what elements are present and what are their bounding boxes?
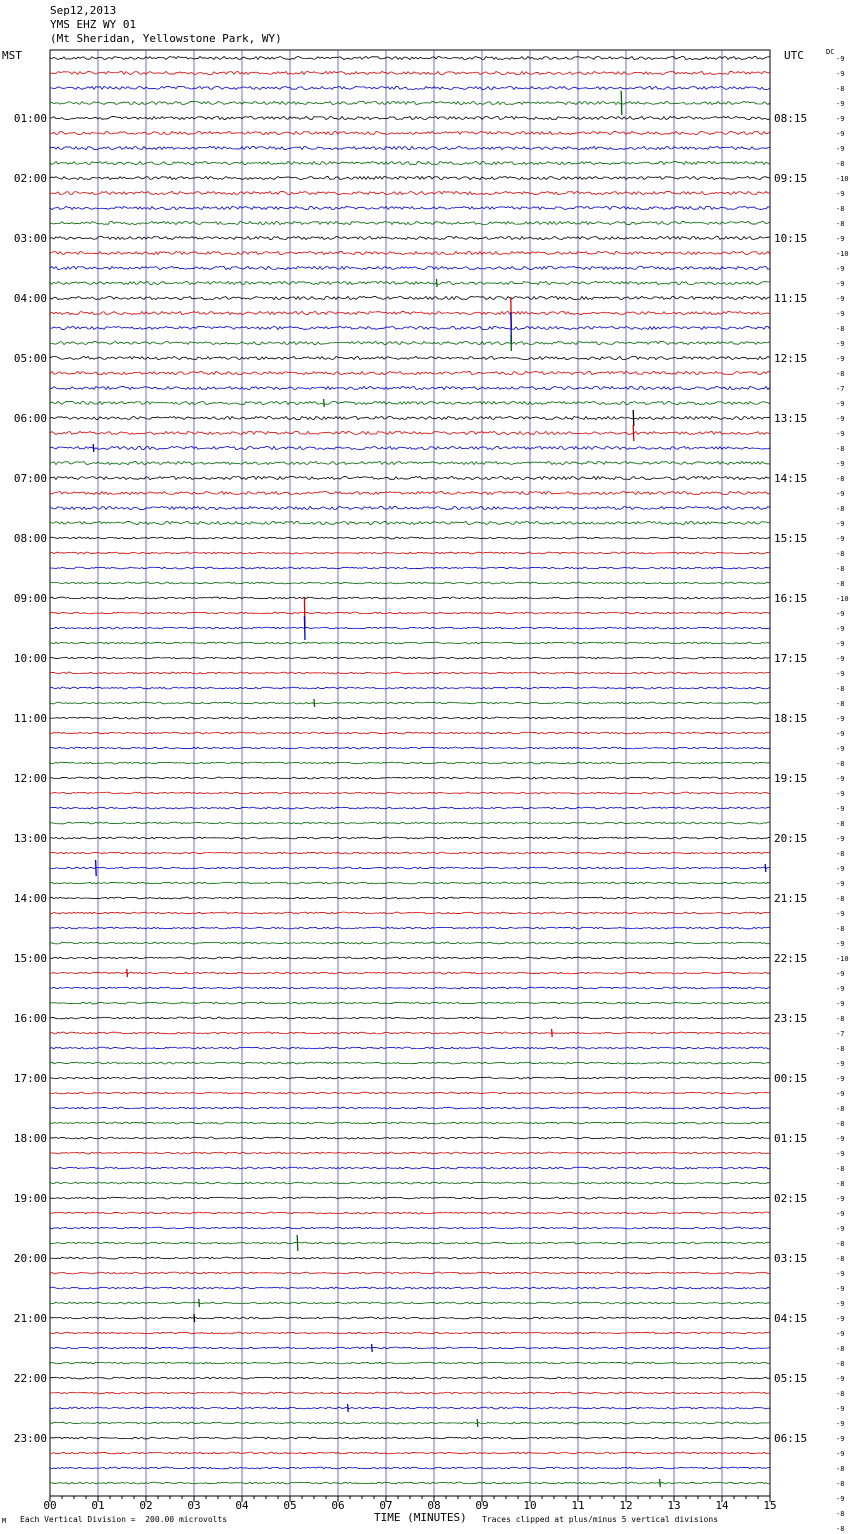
dc-offset-label: -9 xyxy=(836,1300,845,1308)
dc-offset-label: -8 xyxy=(836,1510,845,1518)
dc-offset-label: -9 xyxy=(836,805,845,813)
dc-offset-label: -8 xyxy=(836,1525,845,1533)
left-hour-label: 03:00 xyxy=(13,232,47,245)
trace-green xyxy=(50,1122,770,1124)
trace-red xyxy=(50,1272,770,1274)
right-hour-label: 20:15 xyxy=(774,832,808,845)
right-hour-label: 10:15 xyxy=(774,232,808,245)
x-tick-label: 02 xyxy=(139,1499,153,1512)
dc-offset-label: -9 xyxy=(836,640,845,648)
trace-black xyxy=(50,56,770,59)
trace-green xyxy=(50,101,770,104)
dc-offset-label: -9 xyxy=(836,310,845,318)
trace-green xyxy=(50,1062,770,1064)
trace-green xyxy=(50,1422,770,1424)
trace-black xyxy=(50,597,770,599)
dc-offset-label: -9 xyxy=(836,340,845,348)
right-hour-label: 00:15 xyxy=(774,1072,808,1085)
vertical-scale-note: Each Vertical Division = 200.00 microvolts xyxy=(20,1515,228,1524)
dc-offset-label: -8 xyxy=(836,445,845,453)
trace-green xyxy=(50,521,770,524)
seismic-event xyxy=(436,279,437,287)
dc-offset-label: -9 xyxy=(836,655,845,663)
dc-offset-label: -8 xyxy=(836,700,845,708)
seismic-event xyxy=(348,1404,349,1412)
trace-blue xyxy=(50,987,770,989)
trace-red xyxy=(50,1332,770,1334)
right-hour-label: 12:15 xyxy=(774,352,808,365)
trace-green xyxy=(50,401,770,404)
trace-red xyxy=(50,1152,770,1154)
dc-offset-label: -8 xyxy=(836,1180,845,1188)
trace-black xyxy=(50,777,770,779)
right-timezone-label: UTC xyxy=(784,49,804,62)
dc-offset-label: -9 xyxy=(836,1135,845,1143)
dc-offset-label: -8 xyxy=(836,1345,845,1353)
dc-offset-label: -9 xyxy=(836,1315,845,1323)
dc-offset-label: -9 xyxy=(836,1330,845,1338)
trace-green xyxy=(50,642,770,644)
trace-green xyxy=(50,882,770,884)
dc-offset-label: -8 xyxy=(836,760,845,768)
trace-blue xyxy=(50,807,770,809)
dc-offset-label: -8 xyxy=(836,1480,845,1488)
seismic-event xyxy=(199,1299,200,1307)
dc-offset-label: -9 xyxy=(836,1060,845,1068)
dc-offset-header: DC xyxy=(826,48,835,56)
right-hour-label: 11:15 xyxy=(774,292,808,305)
left-hour-label: 15:00 xyxy=(13,952,47,965)
trace-green xyxy=(50,221,770,224)
dc-offset-label: -8 xyxy=(836,85,845,93)
dc-offset-label: -9 xyxy=(836,1270,845,1278)
trace-red xyxy=(50,71,770,74)
dc-offset-label: -7 xyxy=(836,385,845,393)
trace-black xyxy=(50,897,770,899)
dc-offset-label: -9 xyxy=(836,790,845,798)
dc-offset-label: -9 xyxy=(836,535,845,543)
right-hour-label: 19:15 xyxy=(774,772,808,785)
trace-blue xyxy=(50,1107,770,1109)
dc-offset-label: -9 xyxy=(836,715,845,723)
right-hour-label: 22:15 xyxy=(774,952,808,965)
dc-offset-label: -8 xyxy=(836,1120,845,1128)
dc-offset-label: -8 xyxy=(836,1045,845,1053)
trace-red xyxy=(50,612,770,614)
left-hour-label: 17:00 xyxy=(13,1072,47,1085)
trace-green xyxy=(50,341,770,344)
left-hour-label: 06:00 xyxy=(13,412,47,425)
seismic-event xyxy=(127,969,128,977)
trace-black xyxy=(50,1437,770,1439)
x-tick-label: 09 xyxy=(475,1499,489,1512)
trace-red xyxy=(50,912,770,914)
left-hour-label: 07:00 xyxy=(13,472,47,485)
dc-offset-label: -8 xyxy=(836,1240,845,1248)
dc-offset-label: -8 xyxy=(836,205,845,213)
trace-black xyxy=(50,1377,770,1379)
trace-blue xyxy=(50,1347,770,1349)
dc-offset-label: -8 xyxy=(836,820,845,828)
right-hour-label: 21:15 xyxy=(774,892,808,905)
dc-offset-label: -9 xyxy=(836,520,845,528)
seismic-event xyxy=(765,864,766,872)
trace-black xyxy=(50,356,770,359)
station-code: YMS EHZ WY 01 xyxy=(50,18,137,31)
right-hour-label: 16:15 xyxy=(774,592,808,605)
x-tick-label: 03 xyxy=(187,1499,201,1512)
trace-red xyxy=(50,311,770,314)
x-tick-label: 00 xyxy=(43,1499,57,1512)
dc-offset-label: -8 xyxy=(836,565,845,573)
left-hour-label: 04:00 xyxy=(13,292,47,305)
dc-offset-label: -9 xyxy=(836,865,845,873)
left-hour-label: 21:00 xyxy=(13,1312,47,1325)
dc-offset-label: -9 xyxy=(836,280,845,288)
trace-green xyxy=(50,942,770,944)
right-hour-label: 04:15 xyxy=(774,1312,808,1325)
x-tick-label: 10 xyxy=(523,1499,537,1512)
trace-red xyxy=(50,1452,770,1454)
seismic-event xyxy=(552,1029,553,1037)
dc-offset-label: -8 xyxy=(836,1165,845,1173)
dc-offset-label: -9 xyxy=(836,145,845,153)
trace-black xyxy=(50,1257,770,1259)
dc-offset-label: -8 xyxy=(836,1360,845,1368)
dc-offset-label: -9 xyxy=(836,100,845,108)
dc-offset-label: -8 xyxy=(836,1255,845,1263)
left-hour-label: 11:00 xyxy=(13,712,47,725)
seismic-event xyxy=(96,860,97,876)
trace-blue xyxy=(50,1467,770,1469)
trace-red xyxy=(50,792,770,794)
trace-blue xyxy=(50,747,770,749)
trace-blue xyxy=(50,506,770,509)
left-hour-label: 05:00 xyxy=(13,352,47,365)
dc-offset-label: -9 xyxy=(836,1225,845,1233)
trace-blue xyxy=(50,1227,770,1229)
dc-offset-label: -9 xyxy=(836,625,845,633)
trace-blue xyxy=(50,687,770,689)
dc-offset-label: -9 xyxy=(836,1405,845,1413)
trace-red xyxy=(50,371,770,374)
trace-blue xyxy=(50,266,770,269)
dc-offset-label: -8 xyxy=(836,685,845,693)
dc-offset-label: -9 xyxy=(836,235,845,243)
left-hour-label: 09:00 xyxy=(13,592,47,605)
footer-mark: M xyxy=(2,1517,7,1525)
x-tick-label: 13 xyxy=(667,1499,681,1512)
dc-offset-label: -9 xyxy=(836,775,845,783)
x-axis-title: TIME (MINUTES) xyxy=(374,1511,467,1524)
right-hour-label: 13:15 xyxy=(774,412,808,425)
trace-black xyxy=(50,116,770,119)
trace-blue xyxy=(50,1407,770,1409)
trace-black xyxy=(50,236,770,239)
right-hour-label: 15:15 xyxy=(774,532,808,545)
seismic-event xyxy=(633,425,634,441)
trace-red xyxy=(50,431,770,434)
dc-offset-label: -9 xyxy=(836,1435,845,1443)
dc-offset-label: -8 xyxy=(836,925,845,933)
trace-blue xyxy=(50,567,770,569)
left-hour-label: 16:00 xyxy=(13,1012,47,1025)
trace-green xyxy=(50,1242,770,1244)
dc-offset-label: -9 xyxy=(836,1210,845,1218)
dc-offset-label: -9 xyxy=(836,610,845,618)
dc-offset-label: -9 xyxy=(836,70,845,78)
dc-offset-label: -8 xyxy=(836,1465,845,1473)
trace-blue xyxy=(50,386,770,389)
trace-blue xyxy=(50,326,770,329)
trace-blue xyxy=(50,1167,770,1169)
trace-green xyxy=(50,822,770,824)
dc-offset-label: -9 xyxy=(836,295,845,303)
right-hour-label: 03:15 xyxy=(774,1252,808,1265)
dc-offset-label: -9 xyxy=(836,1195,845,1203)
dc-offset-label: -9 xyxy=(836,745,845,753)
seismic-event xyxy=(194,1314,195,1322)
dc-offset-label: -9 xyxy=(836,490,845,498)
trace-red xyxy=(50,191,770,194)
trace-red xyxy=(50,1032,770,1034)
seismic-event xyxy=(660,1479,661,1487)
dc-offset-label: -9 xyxy=(836,190,845,198)
dc-offset-label: -9 xyxy=(836,970,845,978)
trace-blue xyxy=(50,1047,770,1049)
trace-green xyxy=(50,1362,770,1364)
dc-offset-label: -10 xyxy=(836,595,849,603)
dc-offset-label: -8 xyxy=(836,580,845,588)
dc-offset-label: -9 xyxy=(836,115,845,123)
left-hour-label: 14:00 xyxy=(13,892,47,905)
seismic-event xyxy=(314,699,315,707)
trace-blue xyxy=(50,627,770,629)
dc-offset-label: -9 xyxy=(836,730,845,738)
dc-offset-label: -9 xyxy=(836,910,845,918)
trace-red xyxy=(50,1212,770,1214)
x-tick-label: 08 xyxy=(427,1499,441,1512)
trace-green xyxy=(50,461,770,464)
trace-blue xyxy=(50,1287,770,1289)
dc-offset-label: -9 xyxy=(836,460,845,468)
trace-black xyxy=(50,657,770,659)
left-hour-label: 08:00 xyxy=(13,532,47,545)
dc-offset-label: -8 xyxy=(836,325,845,333)
trace-black xyxy=(50,1197,770,1199)
trace-red xyxy=(50,852,770,854)
dc-offset-label: -8 xyxy=(836,475,845,483)
trace-blue xyxy=(50,927,770,929)
seismic-event xyxy=(324,399,325,407)
seismic-event xyxy=(304,616,305,640)
dc-offset-label: -8 xyxy=(836,850,845,858)
seismic-event xyxy=(511,335,512,351)
trace-black xyxy=(50,416,770,419)
trace-black xyxy=(50,176,770,179)
right-hour-label: 09:15 xyxy=(774,172,808,185)
chart-date: Sep12,2013 xyxy=(50,4,117,17)
dc-offset-label: -9 xyxy=(836,835,845,843)
dc-offset-label: -8 xyxy=(836,895,845,903)
trace-green xyxy=(50,762,770,764)
trace-green xyxy=(50,1302,770,1304)
dc-offset-label: -9 xyxy=(836,1450,845,1458)
dc-offset-label: -8 xyxy=(836,160,845,168)
dc-offset-label: -9 xyxy=(836,670,845,678)
dc-offset-label: -8 xyxy=(836,1105,845,1113)
left-hour-label: 19:00 xyxy=(13,1192,47,1205)
left-hour-label: 22:00 xyxy=(13,1372,47,1385)
left-hour-label: 12:00 xyxy=(13,772,47,785)
trace-green xyxy=(50,1482,770,1484)
dc-offset-label: -9 xyxy=(836,1285,845,1293)
right-hour-label: 05:15 xyxy=(774,1372,808,1385)
trace-red xyxy=(50,672,770,674)
clipping-note: Traces clipped at plus/minus 5 vertical divisions xyxy=(482,1515,719,1524)
trace-green xyxy=(50,161,770,164)
right-hour-label: 06:15 xyxy=(774,1432,808,1445)
x-tick-label: 12 xyxy=(619,1499,633,1512)
x-tick-label: 15 xyxy=(763,1499,777,1512)
seismic-event xyxy=(297,1235,298,1251)
dc-offset-label: -9 xyxy=(836,355,845,363)
left-hour-label: 18:00 xyxy=(13,1132,47,1145)
dc-offset-label: -9 xyxy=(836,430,845,438)
left-hour-label: 20:00 xyxy=(13,1252,47,1265)
dc-offset-label: -8 xyxy=(836,505,845,513)
left-timezone-label: MST xyxy=(2,49,22,62)
dc-offset-label: -9 xyxy=(836,1000,845,1008)
trace-red xyxy=(50,1392,770,1394)
dc-offset-label: -10 xyxy=(836,955,849,963)
right-hour-label: 18:15 xyxy=(774,712,808,725)
trace-red xyxy=(50,251,770,254)
dc-offset-label: -10 xyxy=(836,250,849,258)
x-tick-label: 14 xyxy=(715,1499,729,1512)
right-hour-label: 01:15 xyxy=(774,1132,808,1145)
dc-offset-label: -8 xyxy=(836,220,845,228)
dc-offset-label: -9 xyxy=(836,1090,845,1098)
dc-offset-label: -9 xyxy=(836,985,845,993)
station-location: (Mt Sheridan, Yellowstone Park, WY) xyxy=(50,32,282,45)
trace-black xyxy=(50,717,770,719)
trace-green xyxy=(50,1182,770,1184)
trace-red xyxy=(50,131,770,134)
right-hour-label: 17:15 xyxy=(774,652,808,665)
dc-offset-label: -10 xyxy=(836,175,849,183)
dc-offset-label: -9 xyxy=(836,1420,845,1428)
dc-offset-label: -8 xyxy=(836,550,845,558)
trace-black xyxy=(50,296,770,299)
right-hour-label: 02:15 xyxy=(774,1192,808,1205)
trace-red xyxy=(50,1092,770,1094)
trace-blue xyxy=(50,206,770,209)
seismic-event xyxy=(93,444,94,452)
x-tick-label: 06 xyxy=(331,1499,345,1512)
dc-offset-label: -8 xyxy=(836,1015,845,1023)
trace-black xyxy=(50,1317,770,1319)
trace-green xyxy=(50,281,770,284)
dc-offset-label: -9 xyxy=(836,400,845,408)
left-hour-label: 13:00 xyxy=(13,832,47,845)
dc-offset-label: -9 xyxy=(836,55,845,63)
trace-blue xyxy=(50,867,770,869)
right-hour-label: 23:15 xyxy=(774,1012,808,1025)
dc-offset-label: -7 xyxy=(836,1030,845,1038)
right-hour-label: 14:15 xyxy=(774,472,808,485)
dc-offset-label: -8 xyxy=(836,370,845,378)
dc-offset-label: -9 xyxy=(836,265,845,273)
seismic-event xyxy=(477,1419,478,1427)
trace-green xyxy=(50,702,770,704)
seismic-event xyxy=(633,410,634,426)
trace-black xyxy=(50,1077,770,1079)
dc-offset-label: -9 xyxy=(836,130,845,138)
trace-blue xyxy=(50,446,770,449)
trace-black xyxy=(50,537,770,539)
dc-offset-label: -9 xyxy=(836,415,845,423)
trace-black xyxy=(50,1137,770,1139)
seismic-event xyxy=(621,91,622,115)
dc-offset-label: -9 xyxy=(836,880,845,888)
x-tick-label: 11 xyxy=(571,1499,585,1512)
left-hour-label: 23:00 xyxy=(13,1432,47,1445)
dc-offset-label: -9 xyxy=(836,940,845,948)
trace-red xyxy=(50,972,770,974)
seismic-event xyxy=(372,1344,373,1352)
dc-offset-label: -9 xyxy=(836,1075,845,1083)
trace-green xyxy=(50,582,770,584)
dc-offset-label: -9 xyxy=(836,1375,845,1383)
trace-green xyxy=(50,1002,770,1004)
trace-red xyxy=(50,552,770,554)
dc-offset-label: -9 xyxy=(836,1495,845,1503)
right-hour-label: 08:15 xyxy=(774,112,808,125)
left-hour-label: 10:00 xyxy=(13,652,47,665)
x-tick-label: 01 xyxy=(91,1499,105,1512)
trace-red xyxy=(50,732,770,734)
dc-offset-label: -9 xyxy=(836,1150,845,1158)
dc-offset-label: -8 xyxy=(836,1390,845,1398)
trace-black xyxy=(50,957,770,959)
trace-black xyxy=(50,476,770,479)
trace-blue xyxy=(50,146,770,149)
trace-black xyxy=(50,1017,770,1019)
trace-black xyxy=(50,837,770,839)
x-tick-label: 04 xyxy=(235,1499,249,1512)
trace-red xyxy=(50,491,770,494)
trace-blue xyxy=(50,86,770,89)
left-hour-label: 01:00 xyxy=(13,112,47,125)
x-tick-label: 05 xyxy=(283,1499,297,1512)
left-hour-label: 02:00 xyxy=(13,172,47,185)
x-tick-label: 07 xyxy=(379,1499,393,1512)
